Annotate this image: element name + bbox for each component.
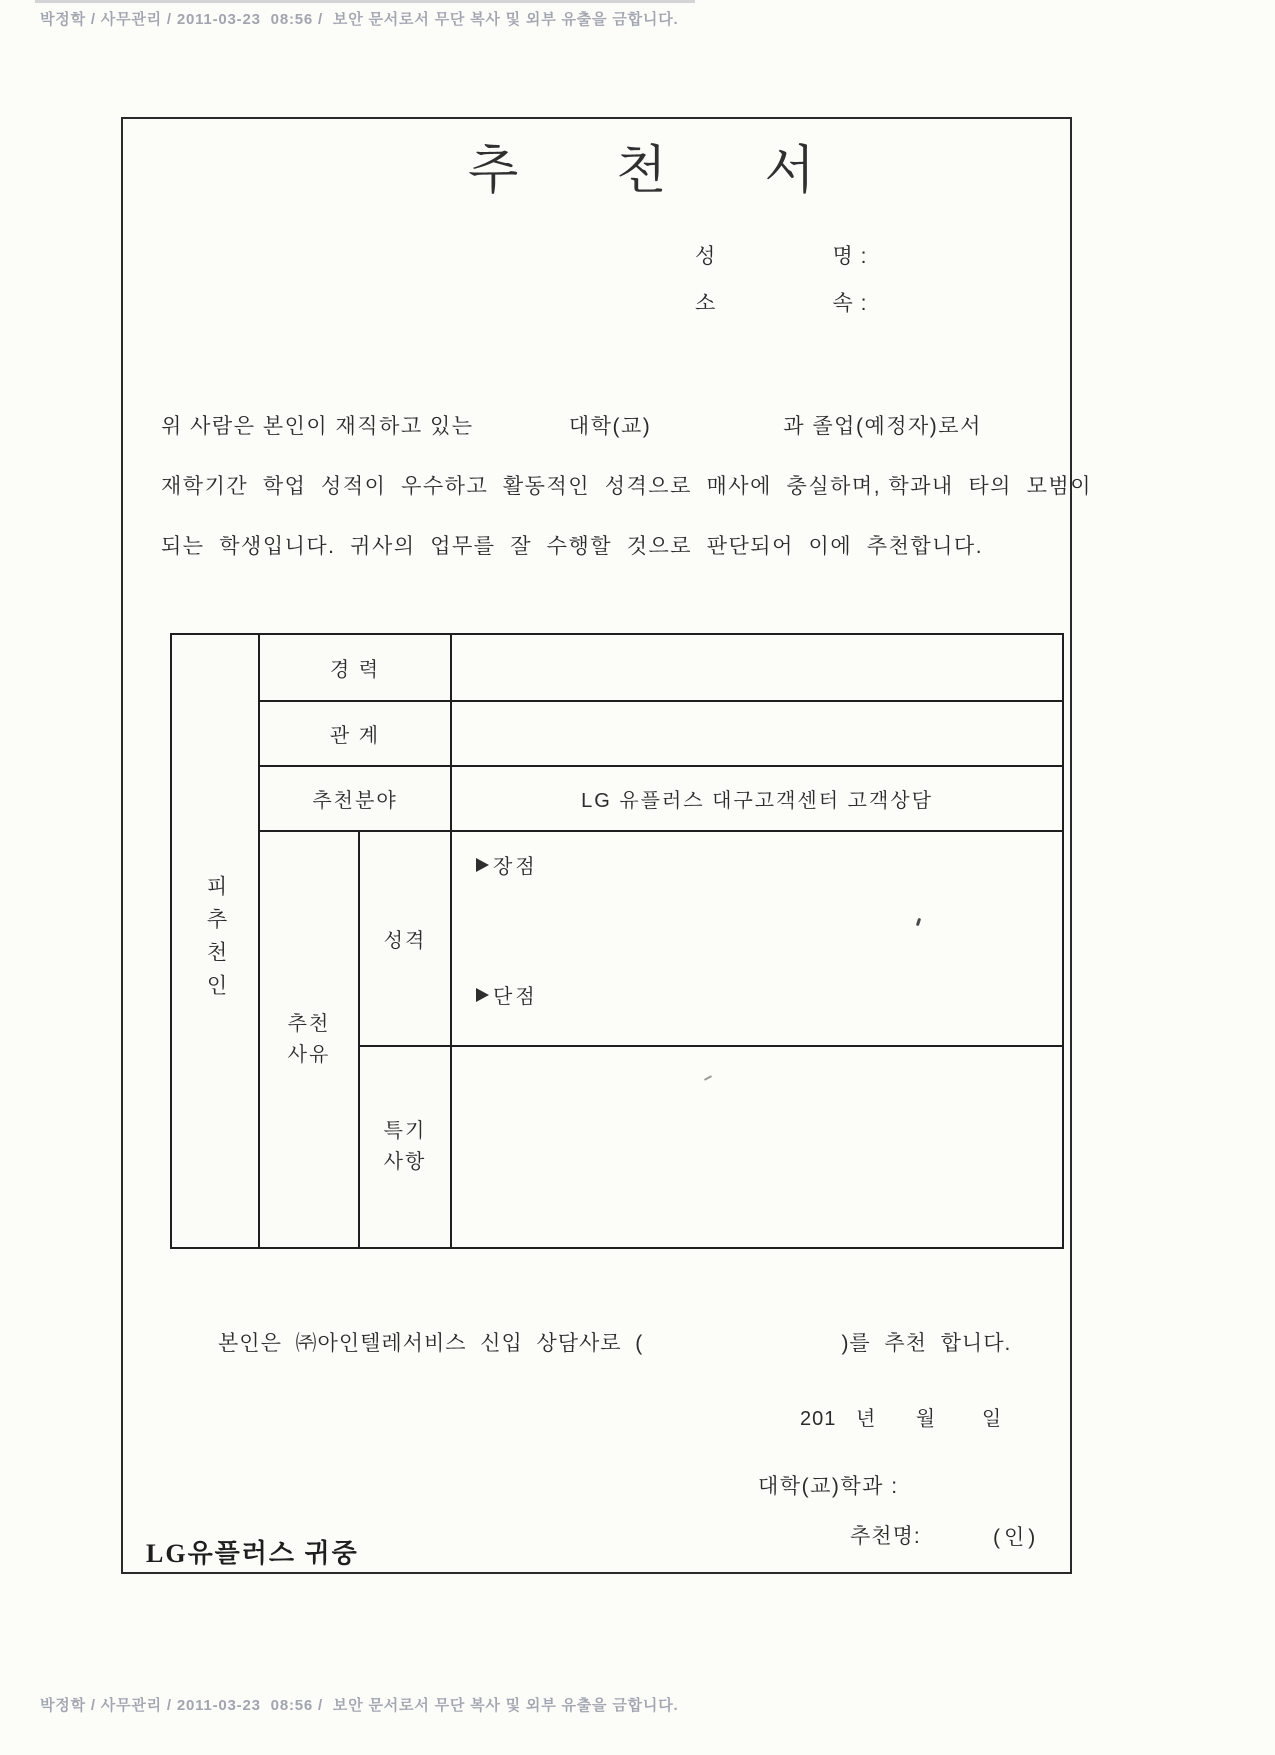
strengths-label: 장점 (493, 856, 538, 878)
personality-row-label: 성격 (360, 832, 452, 1047)
personality-value-cell (452, 832, 1062, 1047)
name-field-label: 성 명 : (695, 245, 868, 268)
closing-statement: 본인은 ㈜아인텔레서비스 신입 상담사로 ( )를 추천 합니다. (218, 1332, 1012, 1355)
scan-edge-artifact (35, 0, 695, 3)
special-notes-value-cell (452, 1047, 1062, 1247)
recommendation-field-value: LG 유플러스 대구고객센터 고객상담 (452, 767, 1062, 832)
career-value-cell (452, 635, 1062, 702)
addressee: LG유플러스 귀중 (146, 1539, 359, 1568)
security-watermark-footer: 박정학 / 사무관리 / 2011-03-23 08:56 / 보안 문서로서 무단 복사 및 외부 유출을 금합니다. (40, 1697, 679, 1714)
reason-group-label-text: 추천 사유 (287, 1012, 331, 1066)
date-line: 201 년 월 일 (800, 1408, 1003, 1430)
security-watermark-header: 박정학 / 사무관리 / 2011-03-23 08:56 / 보안 문서로서 무단 복사 및 외부 유출을 금합니다. (40, 11, 679, 28)
special-notes-row-label (360, 1047, 452, 1247)
weaknesses-item (476, 980, 538, 1009)
weaknesses-label: 단점 (493, 986, 538, 1008)
arrowhead-right-icon (476, 988, 489, 1002)
arrowhead-right-icon (476, 858, 489, 872)
form-title: 추천서 (468, 142, 913, 200)
special-notes-label-text: 특기 사항 (383, 1120, 427, 1173)
strengths-item (476, 850, 538, 879)
recommendation-field-row-label: 추천분야 (260, 767, 452, 832)
recommender-name-label: 추천명: (850, 1525, 921, 1548)
relation-value-cell (452, 702, 1062, 767)
career-row-label: 경 력 (260, 635, 452, 702)
intro-paragraph-line-2: 재학기간 학업 성적이 우수하고 활동적인 성격으로 매사에 충실하며, 학과내 타의 모범이 (161, 475, 1092, 498)
seal-placeholder: (인) (993, 1526, 1040, 1549)
reason-group-label (260, 832, 360, 1247)
department-line: 대학(교)학과 : (758, 1475, 899, 1498)
nominee-group-label: 피추천인 (172, 635, 260, 1247)
affiliation-field-label: 소 속 : (695, 292, 868, 315)
intro-paragraph-line-3: 되는 학생입니다. 귀사의 업무를 잘 수행할 것으로 판단되어 이에 추천합니다. (161, 535, 984, 558)
recommendation-table (170, 633, 1064, 1249)
intro-paragraph-line-1: 위 사람은 본인이 재직하고 있는 대학(교) 과 졸업(예정자)로서 (161, 415, 982, 438)
relation-row-label: 관 계 (260, 702, 452, 767)
